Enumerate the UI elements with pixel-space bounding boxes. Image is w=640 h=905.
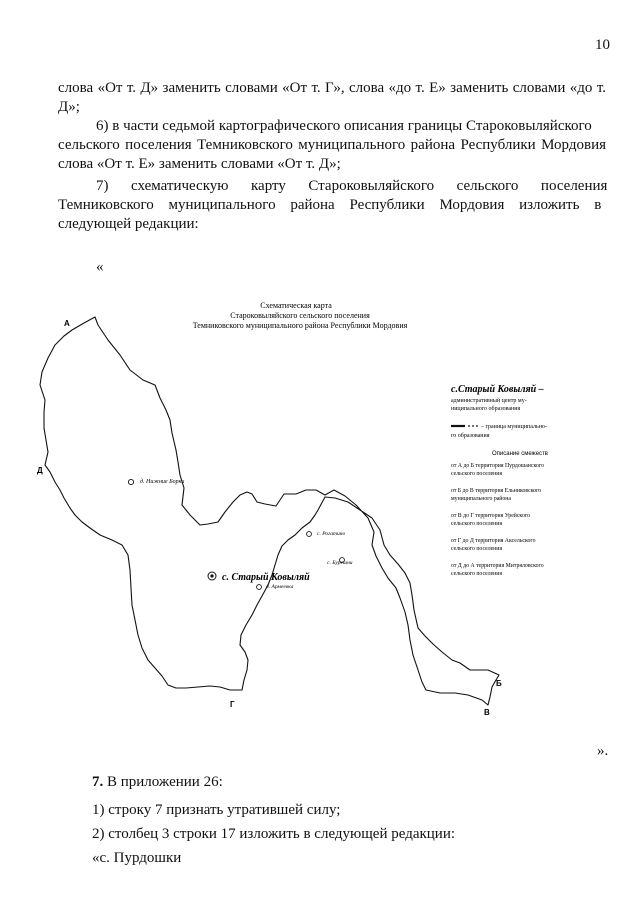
map-title-line-2: Староковыляйского сельского поселения: [230, 311, 370, 320]
paragraph-1-line-2: Д»;: [58, 99, 80, 115]
point-label-v: В: [484, 708, 490, 717]
settlement-label-stary-kovylyai: с. Старый Ковыляй: [222, 572, 310, 583]
tail-line-4: «с. Пурдошки: [92, 850, 182, 866]
paragraph-3-line-1: 7) схематическую карту Староковыляйского сельского поселения: [96, 178, 608, 194]
legend-center-desc-2: ниципального образования: [451, 406, 521, 412]
tail-line-1: [92, 773, 223, 792]
point-label-b: Б: [496, 679, 502, 688]
paragraph-3-line-2: Темниковского муниципального района Республики Мордовия изложить в: [58, 197, 602, 213]
legend-adjacency-1-line-2: сельского поселения: [451, 471, 503, 477]
legend-border-symbol: [451, 425, 478, 427]
opening-quote: «: [96, 259, 104, 275]
tail-item-number: 7.: [92, 774, 104, 790]
legend-adjacency-5-line-2: сельского поселения: [451, 571, 503, 577]
tail-line-2: 1) строку 7 признать утратившей силу;: [92, 802, 341, 818]
boundary-line: [40, 317, 499, 705]
tail-line-3: 2) столбец 3 строки 17 изложить в следующей редакции:: [92, 826, 456, 842]
settlement-marker-nizhnie-borki: [128, 479, 133, 484]
admin-center-icon: [208, 572, 216, 580]
paragraph-2-line-3: слова «От т. Е» заменить словами «От т. Д»;: [58, 156, 341, 172]
paragraph-3-line-3: следующей редакции:: [58, 216, 199, 232]
legend-adjacency-4-line-2: сельского поселения: [451, 546, 503, 552]
closing-quote: ».: [597, 743, 609, 759]
legend-adjacency-5-line-1: от Д до А территория Митряловского: [451, 563, 544, 569]
legend-adjacency-title: Описание смежеств: [492, 451, 548, 457]
page-number: 10: [595, 37, 610, 53]
settlement-label-rogatino: с. Рогатино: [317, 531, 346, 537]
settlement-label-nizhnie-borki: д. Нижние Борки: [140, 479, 185, 485]
paragraph-2-line-1: 6) в части седьмой картографического описания границы Староковыляйского: [96, 118, 592, 134]
settlement-marker-armeevka: [257, 585, 262, 590]
settlement-label-armeevka: д. Армеевка: [266, 584, 294, 590]
point-label-d: Д: [37, 466, 43, 475]
legend-adjacency-3-line-1: от В до Г территория Урейского: [451, 513, 530, 519]
point-label-g: Г: [230, 700, 235, 709]
tail-line-1-text: В приложении 26:: [103, 774, 223, 790]
legend-border-desc-2: го образования: [451, 433, 490, 439]
legend-adjacency-2-line-2: муниципального района: [451, 496, 511, 502]
settlement-label-bureshi: с. Бурешни: [327, 560, 353, 566]
map-title-line-3: Темниковского муниципального района Республики Мордовия: [192, 321, 408, 330]
settlement-marker-rogatino: [307, 532, 312, 537]
legend-adjacency-1-line-1: от А до Б территория Пурдошанского: [451, 463, 545, 469]
legend-center-desc-1: административный центр му-: [451, 398, 527, 404]
map-title-line-1: Схематическая карта: [260, 301, 332, 310]
legend-center-name: с.Старый Ковыляй –: [451, 384, 544, 395]
paragraph-1-line-1: слова «От т. Д» заменить словами «От т. Г», слова «до т. Е» заменить словами «до т.: [58, 80, 606, 96]
legend-border-desc-1: – граница муниципально-: [481, 424, 547, 430]
legend-adjacency-2-line-1: от Б до В территория Ельниковского: [451, 488, 542, 494]
legend-adjacency-3-line-2: сельского поселения: [451, 521, 503, 527]
point-label-a: А: [64, 319, 70, 328]
paragraph-2-line-2: сельского поселения Темниковского муниципального района Республики Мордовия: [58, 137, 606, 153]
legend-adjacency-4-line-1: от Г до Д территория Аксельского: [451, 538, 536, 544]
